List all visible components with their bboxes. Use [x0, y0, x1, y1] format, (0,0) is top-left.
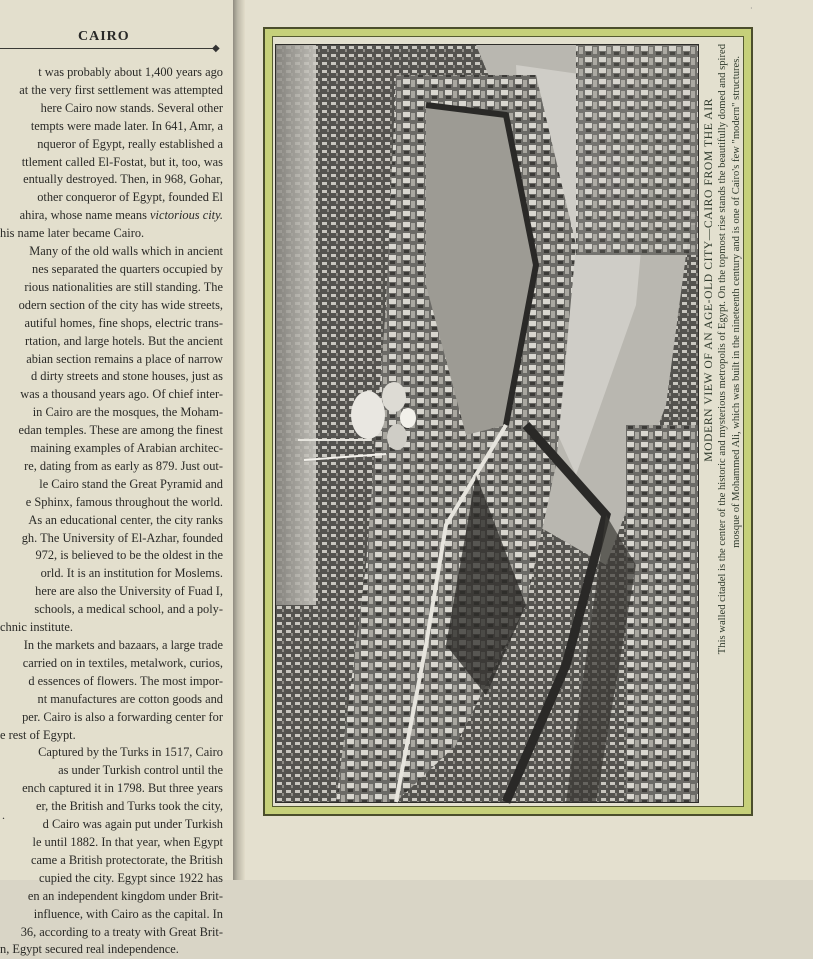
text-line: per. Cairo is also a forwarding center for	[22, 709, 223, 724]
text-line: nes separated the quarters occupied by	[32, 261, 223, 276]
caption-line-1: This walled citadel is the center of the historic and mysterious metropolis of Egypt. On the topmost rise stands the beautifully domed and spired	[717, 44, 728, 655]
text-line: as under Turkish control until the	[58, 763, 223, 778]
text-line: influence, with Cairo as the capital. In	[33, 906, 223, 921]
text-line: 36, according to a treaty with Great Brit-	[20, 924, 223, 939]
text-line: t was probably about 1,400 years ago	[38, 65, 223, 79]
text-line: here Cairo now stands. Several other	[40, 100, 223, 115]
text-line: As an educational center, the city ranks	[28, 512, 223, 527]
running-head: CAIRO	[78, 29, 130, 44]
text-line: d Cairo was again put under Turkish	[42, 817, 223, 832]
text-line: In the markets and bazaars, a large trade	[23, 638, 223, 652]
text-line: in Cairo are the mosques, the Moham-	[32, 405, 223, 420]
text-line: edan temples. These are among the finest	[18, 423, 223, 438]
text-line: 972, is believed to be the oldest in the	[35, 548, 223, 563]
text-line: tempts were made later. In 641, Amr, a	[30, 118, 223, 133]
text-line: here are also the University of Fuad I,	[35, 584, 223, 599]
book-gutter	[233, 0, 245, 880]
text-line: chnic institute.	[0, 620, 73, 635]
plate-caption	[701, 44, 749, 801]
text-line: Captured by the Turks in 1517, Cairo	[38, 745, 223, 760]
text-line: rtation, and large hotels. But the ancient	[25, 333, 223, 348]
caption-body	[716, 44, 743, 801]
text-line: d essences of flowers. The most impor-	[28, 673, 223, 688]
text-line: maining examples of Arabian architec-	[30, 441, 223, 456]
text-line: orld. It is an institution for Moslems.	[40, 566, 223, 581]
text-line: abian section remains a place of narrow	[26, 351, 223, 366]
text-line: en an independent kingdom under Brit-	[27, 888, 223, 903]
text-line: odern section of the city has wide streets,	[18, 297, 223, 312]
text-line: gh. The University of El-Azhar, founded	[21, 530, 223, 545]
text-line: er, the British and Turks took the city,	[36, 799, 223, 814]
text-line: rious nationalities are still standing. The	[24, 279, 223, 294]
text-line: nt manufactures are cotton goods and	[37, 691, 223, 706]
text-line: schools, a medical school, and a poly-	[34, 602, 223, 617]
text-line: nqueror of Egypt, really established a	[37, 136, 223, 151]
caption-line-2: mosque of Mohammed Ali, which was built in the nineteenth century and is one of Cairo's few "modern" structures.	[730, 56, 742, 548]
text-line: his name later became Cairo.	[0, 226, 145, 241]
text-line: carried on in textiles, metalwork, curios,	[22, 655, 223, 670]
text-line: was a thousand years ago. Of chief inter-	[20, 387, 223, 402]
text-line: le Cairo stand the Great Pyramid and	[39, 476, 223, 491]
text-line: d dirty streets and stone houses, just as	[30, 369, 223, 384]
text-line: cupied the city. Egypt since 1922 has	[39, 870, 223, 885]
text-line: autiful homes, fine shops, electric trans-	[24, 315, 223, 330]
body-text-column	[0, 64, 223, 959]
aerial-photo-drawing	[276, 45, 698, 802]
page-mark: .	[2, 808, 5, 822]
header-rule	[0, 48, 218, 49]
aerial-photo-cairo-citadel	[275, 44, 699, 803]
text-line: re, dating from as early as 879. Just out-	[24, 458, 223, 473]
text-line: at the very first settlement was attempted	[19, 82, 223, 97]
text-line: ttlement called El-Fostat, but it, too, was	[21, 154, 223, 169]
caption-title: MODERN VIEW OF AN AGE-OLD CITY—CAIRO FROM THE AIR	[702, 98, 715, 462]
text-line: ench captured it in 1798. But three years	[22, 781, 223, 796]
text-line: le until 1882. In that year, when Egypt	[32, 834, 223, 849]
text-line: came a British protectorate, the British	[31, 852, 223, 867]
text-line: other conqueror of Egypt, founded El	[37, 190, 223, 205]
text-line: e Sphinx, famous throughout the world.	[25, 494, 223, 509]
text-line: entually destroyed. Then, in 968, Gohar,	[23, 172, 223, 187]
text-line: n, Egypt secured real independence.	[0, 942, 179, 957]
left-page	[0, 0, 236, 957]
text-line: Many of the old walls which in ancient	[29, 244, 223, 259]
paper-speck: ·	[750, 4, 753, 13]
text-line: ahira, whose name means victorious city.	[19, 208, 223, 223]
caption-rotated	[701, 44, 749, 801]
text-line: e rest of Egypt.	[0, 727, 76, 742]
rule-ornament-icon: ◆	[212, 43, 220, 54]
